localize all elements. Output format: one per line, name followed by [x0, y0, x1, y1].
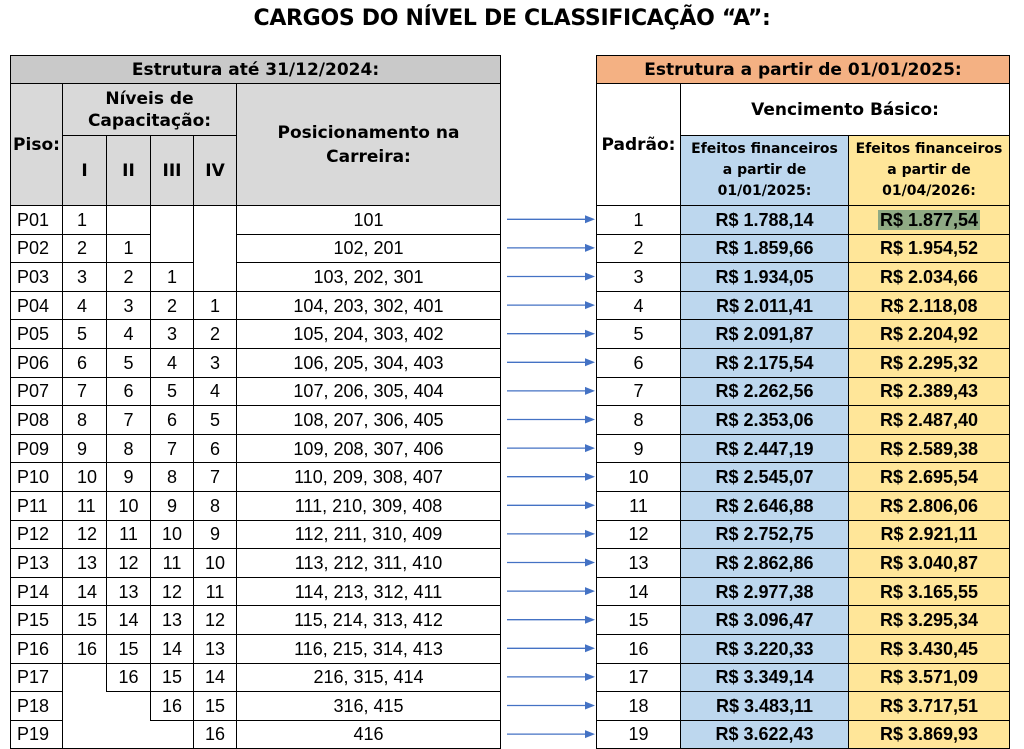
padrao-cell: 2: [597, 234, 681, 263]
nivel-cell: 14: [63, 577, 107, 606]
nivel-cell: 5: [151, 377, 194, 406]
nivel-cell: 13: [63, 549, 107, 578]
vencimento-2026-value: R$ 2.034,66: [879, 266, 979, 287]
posicionamento-cell: 416: [237, 720, 501, 749]
piso-cell: P10: [11, 463, 63, 492]
padrao-cell: 17: [597, 663, 681, 692]
arrow-head-icon: [585, 444, 595, 452]
vencimento-2026-cell: [849, 320, 1010, 349]
nivel-cell: 10: [194, 549, 237, 578]
nivel-cell: [194, 206, 237, 235]
padrao-cell: 6: [597, 348, 681, 377]
nivel-cell: 13: [151, 606, 194, 635]
vencimento-2026-value: R$ 2.118,08: [880, 295, 978, 316]
nivel-cell: 12: [63, 520, 107, 549]
vencimento-2026-cell: [849, 263, 1010, 292]
nivel-cell: 6: [107, 377, 151, 406]
padrao-cell: 15: [597, 606, 681, 635]
piso-cell: P18: [11, 692, 63, 721]
vencimento-2026-value: R$ 2.487,40: [879, 409, 979, 430]
padrao-cell: 12: [597, 520, 681, 549]
page-title: CARGOS DO NÍVEL DE CLASSIFICAÇÃO “A”:: [253, 6, 771, 31]
vencimento-2026-value: R$ 3.869,93: [879, 724, 979, 745]
vencimento-2026-cell: [849, 520, 1010, 549]
vencimento-2026-cell: [849, 291, 1010, 320]
col-posicionamento-header: Posicionamento na Carreira:: [237, 84, 501, 206]
nivel-cell: 3: [151, 320, 194, 349]
nivel-cell: 10: [107, 491, 151, 520]
nivel-cell: 12: [194, 606, 237, 635]
vencimento-2026-value: R$ 2.295,32: [879, 352, 979, 373]
nivel-cell: 2: [63, 234, 107, 263]
vencimento-2025-cell: R$ 3.622,43: [681, 720, 849, 749]
piso-cell: P08: [11, 406, 63, 435]
vencimento-2026-cell: [849, 663, 1010, 692]
piso-cell: P19: [11, 720, 63, 749]
nivel-cell: 13: [107, 577, 151, 606]
piso-cell: P13: [11, 549, 63, 578]
vencimento-2025-cell: R$ 2.175,54: [681, 348, 849, 377]
nivel-cell: 10: [63, 463, 107, 492]
nivel-cell: 9: [107, 463, 151, 492]
nivel-header-iii: III: [151, 136, 194, 206]
padrao-cell: 1: [597, 206, 681, 235]
vencimento-2025-cell: R$ 2.977,38: [681, 577, 849, 606]
vencimento-2026-cell: [849, 206, 1010, 235]
nivel-cell: 16: [63, 634, 107, 663]
vencimento-2026-cell: [849, 377, 1010, 406]
nivel-cell: 5: [194, 406, 237, 435]
nivel-cell: 8: [194, 491, 237, 520]
posicionamento-cell: 107, 206, 305, 404: [237, 377, 501, 406]
nivel-cell: [63, 692, 107, 721]
vencimento-2025-cell: R$ 2.862,86: [681, 549, 849, 578]
nivel-header-i: I: [63, 136, 107, 206]
vencimento-2025-cell: R$ 1.859,66: [681, 234, 849, 263]
nivel-cell: 9: [194, 520, 237, 549]
arrow-head-icon: [585, 730, 595, 738]
posicionamento-cell: 216, 315, 414: [237, 663, 501, 692]
vencimento-2025-cell: R$ 2.091,87: [681, 320, 849, 349]
nivel-cell: 4: [107, 320, 151, 349]
vencimento-2025-cell: R$ 3.096,47: [681, 606, 849, 635]
piso-cell: P14: [11, 577, 63, 606]
vencimento-2026-cell: [849, 549, 1010, 578]
vencimento-2026-cell: [849, 577, 1010, 606]
vencimento-2026-value: R$ 3.040,87: [879, 552, 979, 573]
padrao-cell: 19: [597, 720, 681, 749]
arrow-head-icon: [585, 473, 595, 481]
arrow-head-icon: [585, 616, 595, 624]
nivel-cell: [151, 720, 194, 749]
vencimento-2026-cell: [849, 692, 1010, 721]
nivel-cell: 13: [194, 634, 237, 663]
arrow-head-icon: [585, 330, 595, 338]
arrow-head-icon: [585, 416, 595, 424]
nivel-cell: 2: [194, 320, 237, 349]
padrao-cell: 5: [597, 320, 681, 349]
nivel-cell: 4: [194, 377, 237, 406]
arrow-head-icon: [585, 587, 595, 595]
vencimento-2026-cell: [849, 463, 1010, 492]
nivel-cell: 4: [63, 291, 107, 320]
arrow-head-icon: [585, 244, 595, 252]
nivel-cell: 11: [194, 577, 237, 606]
nivel-cell: 1: [194, 291, 237, 320]
nivel-cell: 1: [151, 263, 194, 292]
nivel-cell: [107, 692, 151, 721]
nivel-cell: [194, 234, 237, 263]
col-efeitos-2025-header: Efeitos financeiros a partir de 01/01/2025:: [681, 136, 849, 206]
vencimento-2026-cell: [849, 234, 1010, 263]
nivel-cell: 5: [107, 348, 151, 377]
piso-cell: P05: [11, 320, 63, 349]
col-padrao-header: Padrão:: [597, 84, 681, 206]
nivel-cell: [107, 206, 151, 235]
vencimento-2025-cell: R$ 1.934,05: [681, 263, 849, 292]
left-structure-header: Estrutura até 31/12/2024:: [11, 56, 501, 84]
posicionamento-cell: 104, 203, 302, 401: [237, 291, 501, 320]
vencimento-2025-cell: R$ 2.353,06: [681, 406, 849, 435]
nivel-cell: 3: [194, 348, 237, 377]
vencimento-2026-cell: [849, 491, 1010, 520]
piso-cell: P07: [11, 377, 63, 406]
piso-cell: P06: [11, 348, 63, 377]
arrow-head-icon: [585, 559, 595, 567]
nivel-cell: 14: [194, 663, 237, 692]
nivel-cell: 15: [63, 606, 107, 635]
posicionamento-cell: 110, 209, 308, 407: [237, 463, 501, 492]
vencimento-2026-value: R$ 2.204,92: [879, 324, 979, 345]
vencimento-2026-value: R$ 1.877,54: [879, 209, 979, 230]
nivel-cell: 1: [107, 234, 151, 263]
posicionamento-cell: 106, 205, 304, 403: [237, 348, 501, 377]
arrow-head-icon: [585, 530, 595, 538]
piso-cell: P01: [11, 206, 63, 235]
col-piso-header: Piso:: [11, 84, 63, 206]
arrow-connectors: [505, 55, 595, 745]
arrow-head-icon: [585, 273, 595, 281]
arrow-head-icon: [585, 301, 595, 309]
nivel-cell: 2: [107, 263, 151, 292]
posicionamento-cell: 102, 201: [237, 234, 501, 263]
vencimento-2025-cell: R$ 2.752,75: [681, 520, 849, 549]
right-structure-table: [596, 55, 1010, 749]
padrao-cell: 10: [597, 463, 681, 492]
padrao-cell: 3: [597, 263, 681, 292]
col-niveis-header: Níveis de Capacitação:: [63, 84, 237, 136]
nivel-cell: 14: [151, 634, 194, 663]
nivel-cell: 16: [107, 663, 151, 692]
posicionamento-cell: 116, 215, 314, 413: [237, 634, 501, 663]
nivel-cell: [63, 663, 107, 692]
nivel-cell: 4: [151, 348, 194, 377]
piso-cell: P09: [11, 434, 63, 463]
vencimento-2025-cell: R$ 1.788,14: [681, 206, 849, 235]
vencimento-2026-value: R$ 3.295,34: [879, 610, 979, 631]
padrao-cell: 13: [597, 549, 681, 578]
nivel-cell: 15: [151, 663, 194, 692]
nivel-cell: 9: [63, 434, 107, 463]
nivel-cell: 7: [151, 434, 194, 463]
vencimento-2025-cell: R$ 2.545,07: [681, 463, 849, 492]
vencimento-2026-value: R$ 3.717,51: [879, 695, 979, 716]
posicionamento-cell: 112, 211, 310, 409: [237, 520, 501, 549]
padrao-cell: 11: [597, 491, 681, 520]
nivel-cell: 8: [107, 434, 151, 463]
nivel-cell: 8: [151, 463, 194, 492]
vencimento-2026-value: R$ 3.430,45: [879, 638, 979, 659]
piso-cell: P03: [11, 263, 63, 292]
nivel-header-iv: IV: [194, 136, 237, 206]
nivel-cell: 12: [107, 549, 151, 578]
nivel-cell: 6: [63, 348, 107, 377]
vencimento-2026-value: R$ 2.806,06: [879, 495, 979, 516]
nivel-cell: [107, 720, 151, 749]
vencimento-2026-cell: [849, 406, 1010, 435]
nivel-cell: 7: [63, 377, 107, 406]
nivel-cell: 3: [63, 263, 107, 292]
vencimento-2025-cell: R$ 2.447,19: [681, 434, 849, 463]
vencimento-2026-cell: [849, 434, 1010, 463]
vencimento-2026-value: R$ 2.695,54: [879, 467, 979, 488]
padrao-cell: 9: [597, 434, 681, 463]
col-efeitos-2026-header: Efeitos financeiros a partir de 01/04/2026:: [849, 136, 1010, 206]
arrow-head-icon: [585, 702, 595, 710]
vencimento-2026-value: R$ 2.389,43: [879, 381, 979, 402]
piso-cell: P15: [11, 606, 63, 635]
nivel-cell: 9: [151, 491, 194, 520]
posicionamento-cell: 316, 415: [237, 692, 501, 721]
nivel-cell: 5: [63, 320, 107, 349]
piso-cell: P16: [11, 634, 63, 663]
posicionamento-cell: 114, 213, 312, 411: [237, 577, 501, 606]
vencimento-2026-cell: [849, 348, 1010, 377]
arrow-head-icon: [585, 673, 595, 681]
posicionamento-cell: 105, 204, 303, 402: [237, 320, 501, 349]
arrow-head-icon: [585, 644, 595, 652]
nivel-cell: [151, 206, 194, 235]
nivel-cell: 8: [63, 406, 107, 435]
vencimento-2026-cell: [849, 720, 1010, 749]
vencimento-2026-value: R$ 3.571,09: [879, 667, 979, 688]
padrao-cell: 8: [597, 406, 681, 435]
posicionamento-cell: 103, 202, 301: [237, 263, 501, 292]
nivel-cell: 15: [194, 692, 237, 721]
nivel-cell: 2: [151, 291, 194, 320]
arrow-head-icon: [585, 358, 595, 366]
vencimento-2025-cell: R$ 2.262,56: [681, 377, 849, 406]
nivel-cell: 1: [63, 206, 107, 235]
nivel-cell: 11: [107, 520, 151, 549]
nivel-cell: 11: [151, 549, 194, 578]
nivel-cell: [194, 263, 237, 292]
padrao-cell: 16: [597, 634, 681, 663]
nivel-cell: 12: [151, 577, 194, 606]
posicionamento-cell: 115, 214, 313, 412: [237, 606, 501, 635]
padrao-cell: 14: [597, 577, 681, 606]
posicionamento-cell: 101: [237, 206, 501, 235]
vencimento-2026-value: R$ 1.954,52: [879, 238, 979, 259]
nivel-cell: 16: [194, 720, 237, 749]
arrow-head-icon: [585, 501, 595, 509]
vencimento-2026-value: R$ 2.589,38: [879, 438, 979, 459]
piso-cell: P02: [11, 234, 63, 263]
piso-cell: P11: [11, 491, 63, 520]
nivel-cell: 6: [151, 406, 194, 435]
piso-cell: P04: [11, 291, 63, 320]
nivel-cell: 7: [107, 406, 151, 435]
posicionamento-cell: 109, 208, 307, 406: [237, 434, 501, 463]
vencimento-2025-cell: R$ 2.646,88: [681, 491, 849, 520]
nivel-cell: 11: [63, 491, 107, 520]
nivel-cell: 15: [107, 634, 151, 663]
posicionamento-cell: 108, 207, 306, 405: [237, 406, 501, 435]
padrao-cell: 7: [597, 377, 681, 406]
vencimento-2026-cell: [849, 634, 1010, 663]
vencimento-2025-cell: R$ 3.483,11: [681, 692, 849, 721]
nivel-cell: [63, 720, 107, 749]
nivel-cell: 16: [151, 692, 194, 721]
posicionamento-cell: 113, 212, 311, 410: [237, 549, 501, 578]
padrao-cell: 4: [597, 291, 681, 320]
piso-cell: P12: [11, 520, 63, 549]
vencimento-2025-cell: R$ 2.011,41: [681, 291, 849, 320]
left-structure-table: [10, 55, 501, 749]
vencimento-2026-value: R$ 2.921,11: [880, 524, 978, 545]
col-vencimento-header: Vencimento Básico:: [681, 84, 1010, 136]
nivel-header-ii: II: [107, 136, 151, 206]
right-structure-header: Estrutura a partir de 01/01/2025:: [597, 56, 1010, 84]
vencimento-2026-value: R$ 3.165,55: [879, 581, 979, 602]
nivel-cell: 7: [194, 463, 237, 492]
padrao-cell: 18: [597, 692, 681, 721]
nivel-cell: 10: [151, 520, 194, 549]
nivel-cell: 14: [107, 606, 151, 635]
nivel-cell: 6: [194, 434, 237, 463]
nivel-cell: [151, 234, 194, 263]
nivel-cell: 3: [107, 291, 151, 320]
piso-cell: P17: [11, 663, 63, 692]
arrow-head-icon: [585, 215, 595, 223]
vencimento-2025-cell: R$ 3.220,33: [681, 634, 849, 663]
arrow-head-icon: [585, 387, 595, 395]
posicionamento-cell: 111, 210, 309, 408: [237, 491, 501, 520]
vencimento-2026-cell: [849, 606, 1010, 635]
vencimento-2025-cell: R$ 3.349,14: [681, 663, 849, 692]
